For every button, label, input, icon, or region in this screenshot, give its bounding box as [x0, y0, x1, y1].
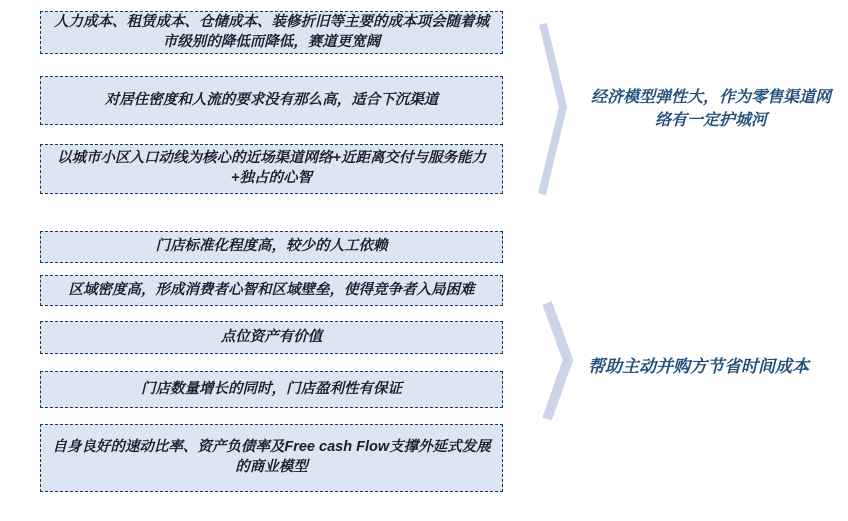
- diagram-box-channel-network: 以城市小区入口动线为核心的近场渠道网络+近距离交付与服务能力+独占的心智: [40, 144, 503, 194]
- diagram-box-cost-advantage: 人力成本、租赁成本、仓储成本、装修折旧等主要的成本项会随着城市级别的降低而降低，赛道更宽阔: [40, 11, 503, 54]
- diagram-box-standardization: 门店标准化程度高，较少的人工依赖: [40, 231, 503, 263]
- diagram-box-store-profitability: 门店数量增长的同时，门店盈利性有保证: [40, 371, 503, 408]
- conclusion-ma-time-saving-text: 帮助主动并购方节省时间成本: [588, 357, 809, 376]
- diagram-box-location-asset: 点位资产有价值: [40, 321, 503, 354]
- diagram-box-regional-barrier: 区域密度高，形成消费者心智和区域壁垒，使得竞争者入局困难: [40, 275, 503, 306]
- chevron-right-icon: [536, 20, 570, 198]
- diagram-box-business-model: 自身良好的速动比率、资产负债率及Free cash Flow支撑外延式发展的商业模型: [40, 424, 503, 492]
- diagram-box-density-requirement: 对居住密度和人流的要求没有那么高，适合下沉渠道: [40, 76, 503, 125]
- chevron-right-icon: [540, 298, 574, 424]
- conclusion-moat-text: 经济模型弹性大，作为零售渠道网络有一定护城河: [590, 89, 831, 129]
